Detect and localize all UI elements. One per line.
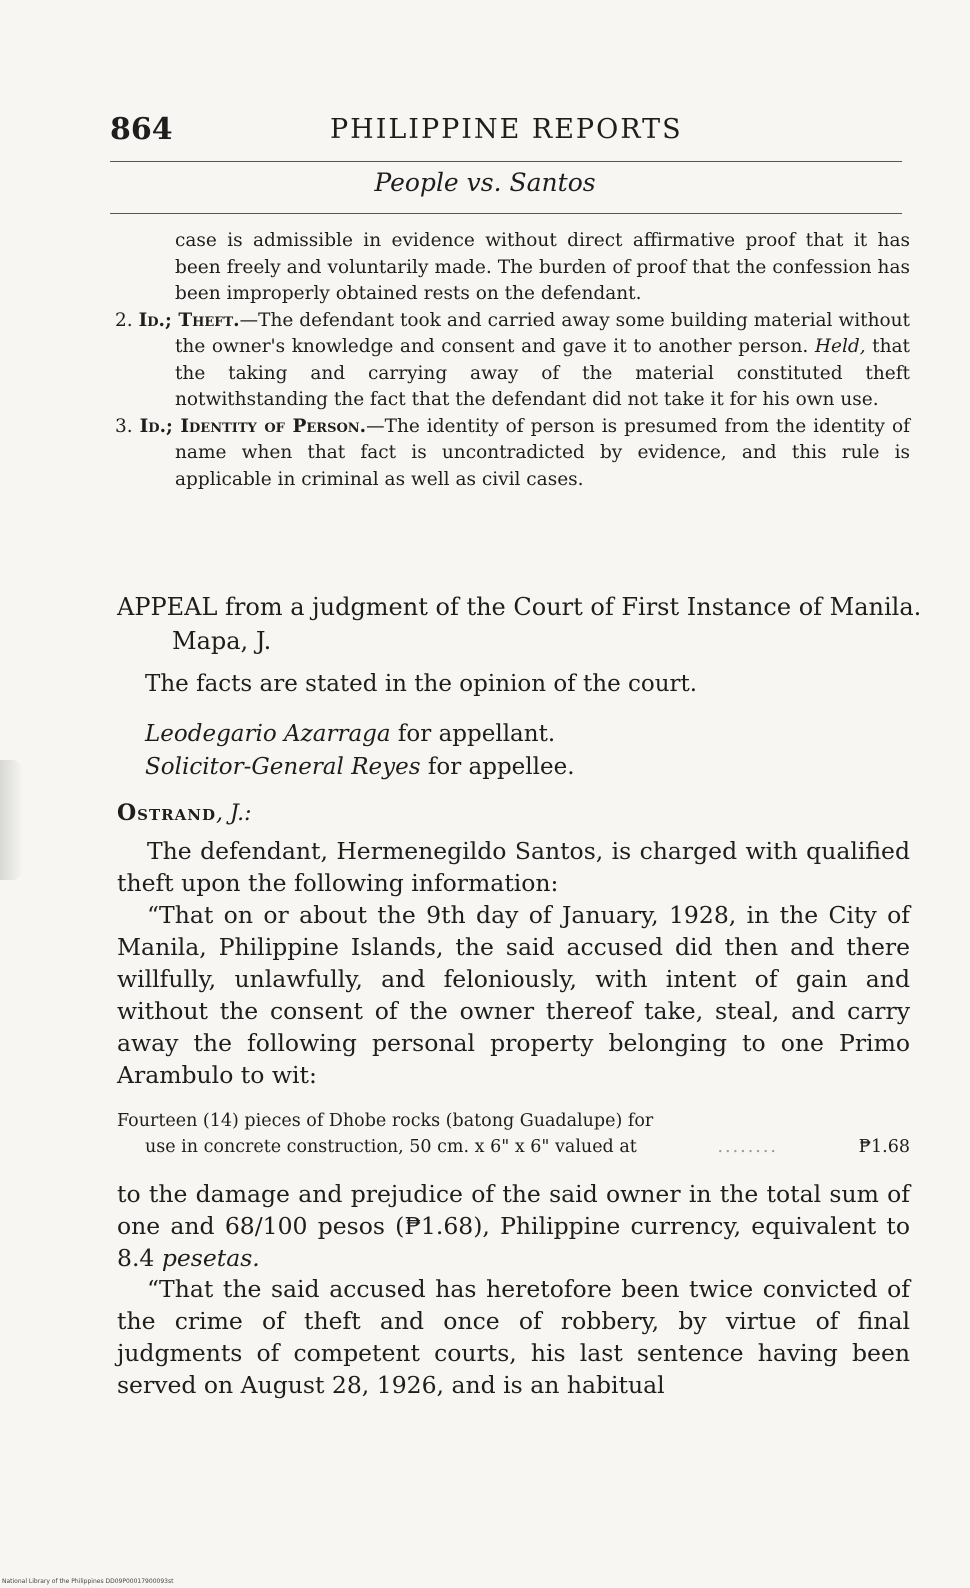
header-rule-bottom	[110, 213, 902, 214]
syllabus-item-text-end: that the taking and carrying away of the material constituted theft notwithstanding the fact that the defendant did not take it for his own use.	[175, 336, 910, 410]
syllabus-item-number: 3.	[115, 415, 140, 437]
counsel-appellant	[145, 718, 910, 751]
page-header	[110, 112, 910, 152]
binding-edge	[0, 760, 22, 880]
syllabus-continuation: case is admissible in evidence without direct affirmative proof that it has been freely and voluntarily made. The burden of proof that the confession has been improperly obtained rests on the defendant.	[175, 230, 910, 304]
counsel-name: Leodegario Azarraga	[145, 721, 391, 747]
paragraph-3-text: to the damage and prejudice of the said owner in the total sum of one and 68/100 pesos (₱1.68), Philippine currency, equivalent to 8.4	[117, 1180, 910, 1272]
running-title: PHILIPPINE REPORTS	[330, 114, 683, 145]
syllabus-item-italic: Held,	[814, 336, 866, 357]
case-title: People vs. Santos	[374, 168, 596, 197]
property-item-line-2	[117, 1134, 910, 1160]
property-item-line-1: Fourteen (14) pieces of Dhobe rocks (batong Guadalupe) for	[117, 1111, 654, 1131]
syllabus-item-number: 2.	[115, 309, 139, 331]
property-item	[117, 1108, 910, 1160]
syllabus-item-2	[115, 308, 910, 414]
judge-suffix: , J.:	[215, 801, 252, 826]
syllabus-item-text: —The defendant took and carried away some building material without the owner's knowledge and consent and gave it to another person.	[175, 309, 910, 357]
property-item-value: ₱1.68	[858, 1137, 910, 1157]
syllabus	[115, 228, 910, 493]
syllabus-item-heading: Id.; Identity of Person.	[139, 415, 367, 437]
syllabus-item-text: —The identity of person is presumed from the identity of name when that fact is uncontradicted by evidence, and this rule is applicable in criminal as well as civil cases.	[175, 415, 910, 490]
paragraph-4: “That the said accused has heretofore been twice convicted of the crime of theft and once of robbery, by virtue of final judgments of competent courts, his last sentence having been served on August 28, 1926, and is an habitual	[117, 1275, 910, 1399]
syllabus-item-3	[115, 414, 910, 494]
property-item-desc: use in concrete construction, 50 cm. x 6" x 6" valued at	[145, 1137, 637, 1157]
syllabus-item-heading: Id.; Theft.	[138, 309, 240, 331]
counsel-list	[145, 718, 910, 784]
counsel-role: for appellee.	[420, 754, 575, 780]
paragraph-3	[117, 1178, 910, 1274]
counsel-role: for appellant.	[390, 721, 556, 747]
paragraph-2: “That on or about the 9th day of January, 1928, in the City of Manila, Philippine Islands, the said accused did then and there willfully, unlawfully, and feloniously, with intent of gain and without the consent of the owner thereof take, steal, and carry away the following personal property belonging to one Primo Arambulo to wit:	[117, 901, 910, 1089]
opinion-author	[117, 800, 252, 826]
counsel-appellee	[145, 751, 910, 784]
header-rule-top	[110, 161, 902, 162]
paragraph-3-italic: pesetas.	[161, 1244, 260, 1272]
appeal-line: APPEAL from a judgment of the Court of First Instance of Manila. Mapa, J.	[117, 593, 922, 655]
paragraph-1: The defendant, Hermenegildo Santos, is charged with qualified theft upon the following information:	[117, 837, 910, 897]
page-number: 864	[110, 112, 173, 147]
scan-footer: National Library of the Philippines DD09P00017900093st	[2, 1578, 174, 1585]
facts-statement: The facts are stated in the opinion of the court.	[145, 671, 698, 697]
counsel-name: Solicitor-General Reyes	[145, 754, 421, 780]
leader-dots: ........	[717, 1137, 778, 1157]
judge-name: Ostrand	[117, 800, 216, 826]
